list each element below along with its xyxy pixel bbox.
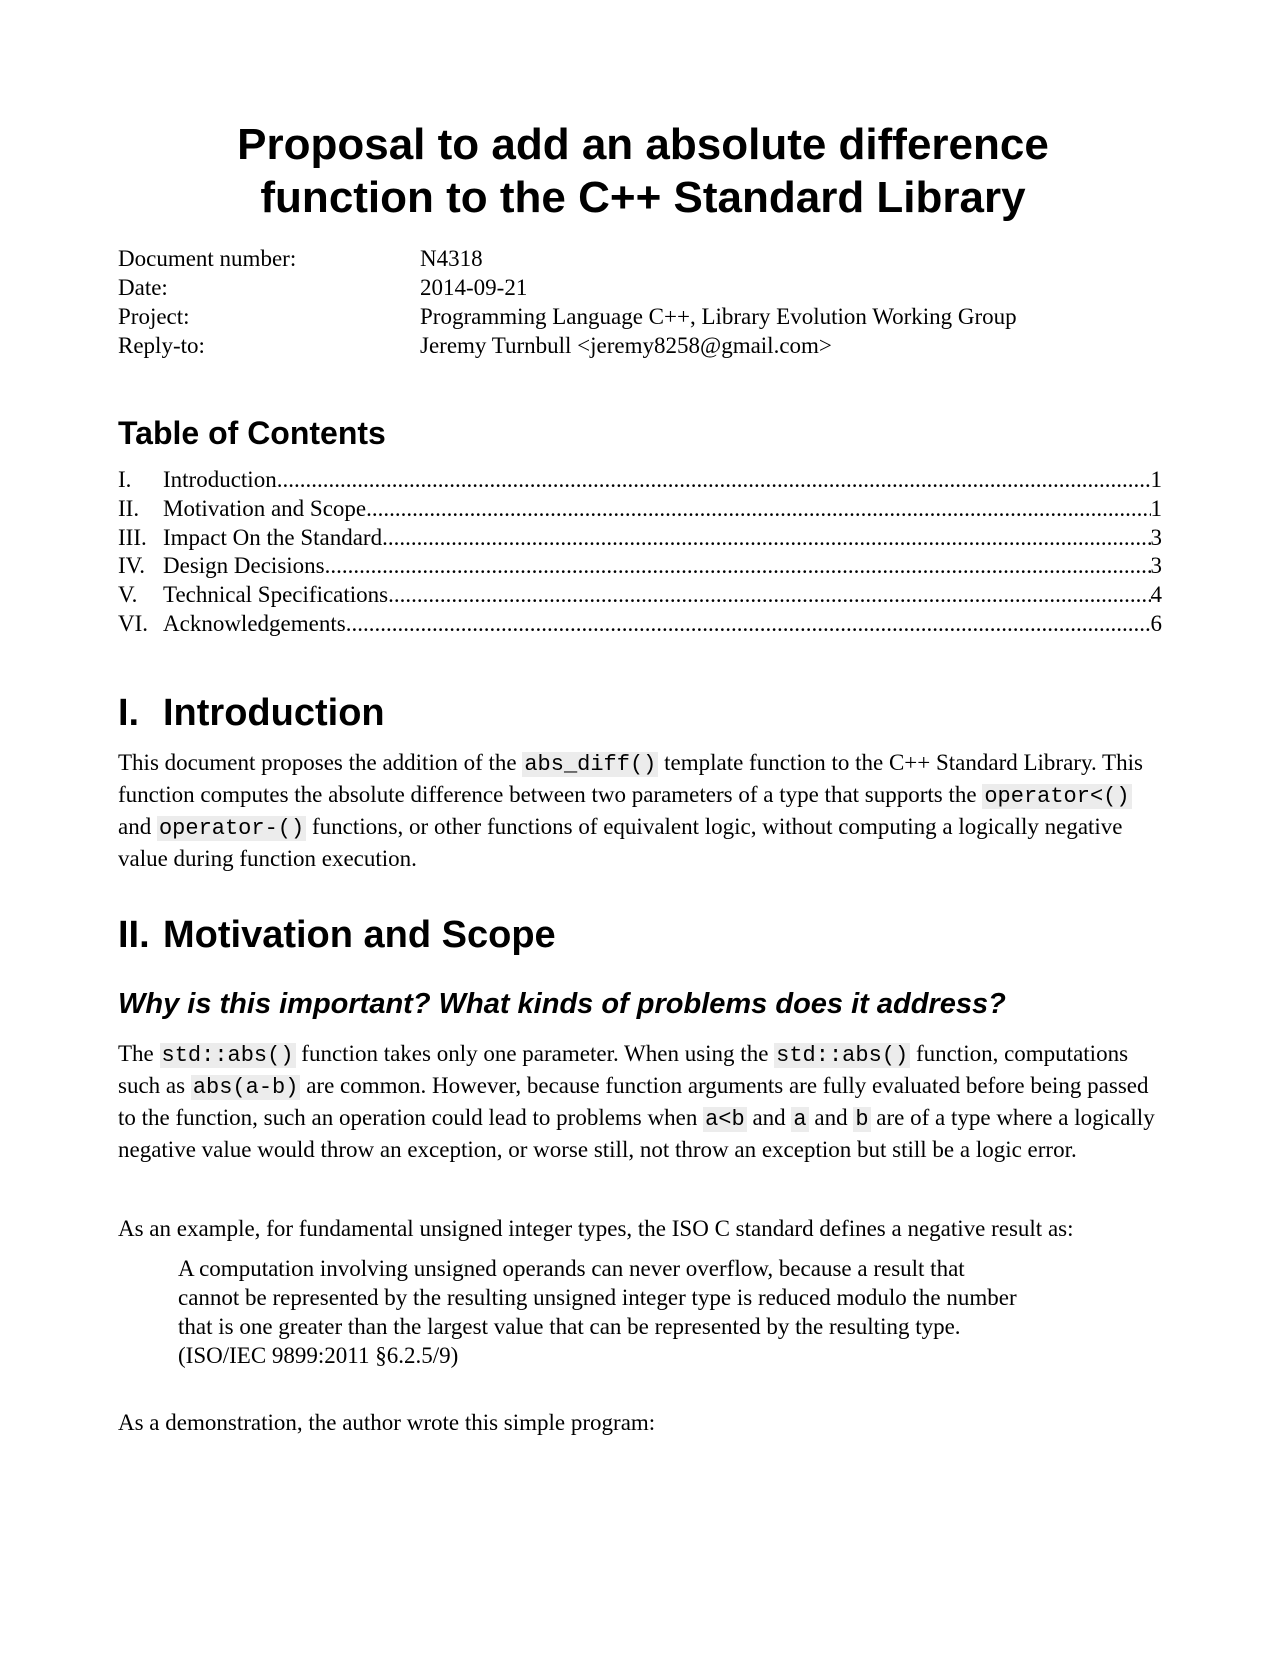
toc-entry-text[interactable]: Acknowledgements (163, 610, 346, 636)
text-run: functions, or other functions of equivalent logic, without computing a logically negative value during function execution. (118, 814, 1123, 871)
toc-entry-page[interactable]: 3 (1150, 524, 1162, 550)
meta-row (118, 302, 1017, 331)
iso-quote (178, 1254, 1098, 1370)
code-a-less-b: a<b (705, 1107, 745, 1132)
toc-entry-text[interactable]: Design Decisions (163, 553, 325, 579)
document-metadata (118, 244, 1017, 360)
quote-line: that is one greater than the largest value that can be represented by the resulting type. (178, 1314, 961, 1339)
title-line-1: Proposal to add an absolute difference (237, 120, 1049, 169)
section-title: Motivation and Scope (163, 914, 556, 956)
document-title (118, 118, 1168, 224)
code-b: b (855, 1107, 869, 1132)
demonstration-paragraph: As a demonstration, the author wrote this simple program: (118, 1410, 656, 1435)
code-std-abs: std::abs() (161, 1043, 294, 1068)
toc-leader-dots (346, 610, 1151, 639)
text-run: The (118, 1041, 160, 1066)
toc-leader-dots (382, 524, 1150, 553)
meta-value: N4318 (420, 246, 483, 271)
toc-entry-number: II. (118, 495, 140, 521)
toc-leader-dots (325, 552, 1151, 581)
text-run: and (118, 814, 157, 839)
section-number: II. (118, 914, 150, 956)
code-a: a (793, 1107, 807, 1132)
toc-entry-page[interactable]: 6 (1150, 610, 1162, 636)
introduction-paragraph (118, 748, 1168, 874)
toc-leader-dots (388, 581, 1150, 610)
toc-entry-text[interactable]: Motivation and Scope (163, 495, 367, 521)
meta-label: Document number: (118, 246, 297, 271)
quote-line: A computation involving unsigned operands can never overflow, because a result that (178, 1256, 965, 1281)
example-paragraph: As an example, for fundamental unsigned integer types, the ISO C standard defines a negative result as: (118, 1216, 1074, 1241)
toc-leader-dots (277, 466, 1151, 495)
toc-heading: Table of Contents (118, 415, 386, 451)
motivation-subheading: Why is this important? What kinds of problems does it address? (118, 988, 1006, 1020)
meta-value: 2014-09-21 (420, 275, 528, 300)
toc-entry-introduction[interactable] (118, 466, 1162, 495)
code-std-abs: std::abs() (776, 1043, 909, 1068)
meta-label: Reply-to: (118, 333, 205, 358)
toc-entry-technical[interactable] (118, 581, 1162, 610)
toc-entry-text[interactable]: Impact On the Standard (163, 524, 383, 550)
code-operator-minus: operator-() (158, 816, 305, 841)
toc-entry-number: V. (118, 582, 138, 608)
toc-entry-number: IV. (118, 553, 146, 579)
toc-entry-impact[interactable] (118, 524, 1162, 553)
text-run: function takes only one parameter. When using the (295, 1041, 775, 1066)
code-operator-less: operator<() (984, 784, 1130, 809)
toc-entry-design[interactable] (118, 552, 1162, 581)
quote-line: cannot be represented by the resulting unsigned integer type is reduced modulo the number (178, 1285, 1017, 1310)
meta-row (118, 273, 1017, 302)
toc-entry-number: III. (118, 524, 147, 550)
section-number: I. (118, 692, 140, 734)
toc-entry-number: VI. (118, 610, 149, 636)
code-abs-diff: abs_diff() (524, 752, 657, 777)
code-abs-a-minus-b: abs(a-b) (192, 1075, 299, 1100)
section-title: Introduction (163, 692, 385, 734)
meta-value: Programming Language C++, Library Evolution Working Group (420, 304, 1017, 329)
meta-value: Jeremy Turnbull <jeremy8258@gmail.com> (420, 333, 832, 358)
meta-row (118, 331, 1017, 360)
text-run: function, computations such as (118, 1041, 1129, 1098)
toc-entry-text[interactable]: Technical Specifications (163, 582, 389, 608)
toc-entry-page[interactable]: 1 (1150, 467, 1162, 492)
toc-entry-page[interactable]: 4 (1150, 582, 1162, 608)
text-run: and (808, 1105, 854, 1130)
text-run: are of a type where a logically negative value would throw an exception, or worse still, not throw an exception but still be a logic error. (118, 1105, 1155, 1162)
motivation-paragraph (118, 1039, 1168, 1165)
text-run: template function to the C++ Standard Library. This function computes the absolute difference between two parameters of a type that supports the (118, 750, 1143, 807)
text-run: are common. However, because function arguments are fully evaluated before being passed to the function, such an operation could lead to problems when (118, 1073, 1149, 1130)
section-heading-motivation (118, 912, 556, 958)
toc-entry-acknowledgements[interactable] (118, 610, 1162, 639)
title-line-2: function to the C++ Standard Library (260, 173, 1026, 222)
meta-label: Project: (118, 304, 190, 329)
meta-row (118, 244, 1017, 273)
toc-entry-page[interactable]: 3 (1150, 553, 1162, 579)
section-heading-introduction (118, 690, 385, 736)
text-run: and (746, 1105, 792, 1130)
toc-entry-number: I. (118, 467, 132, 492)
toc-entry-page[interactable]: 1 (1150, 495, 1162, 521)
table-of-contents (118, 466, 1162, 639)
toc-entry-text[interactable]: Introduction (163, 467, 277, 492)
toc-entry-motivation[interactable] (118, 495, 1162, 524)
toc-leader-dots (366, 495, 1150, 524)
meta-label: Date: (118, 275, 168, 300)
text-run: This document proposes the addition of the (118, 750, 523, 775)
quote-citation: (ISO/IEC 9899:2011 §6.2.5/9) (178, 1343, 459, 1368)
